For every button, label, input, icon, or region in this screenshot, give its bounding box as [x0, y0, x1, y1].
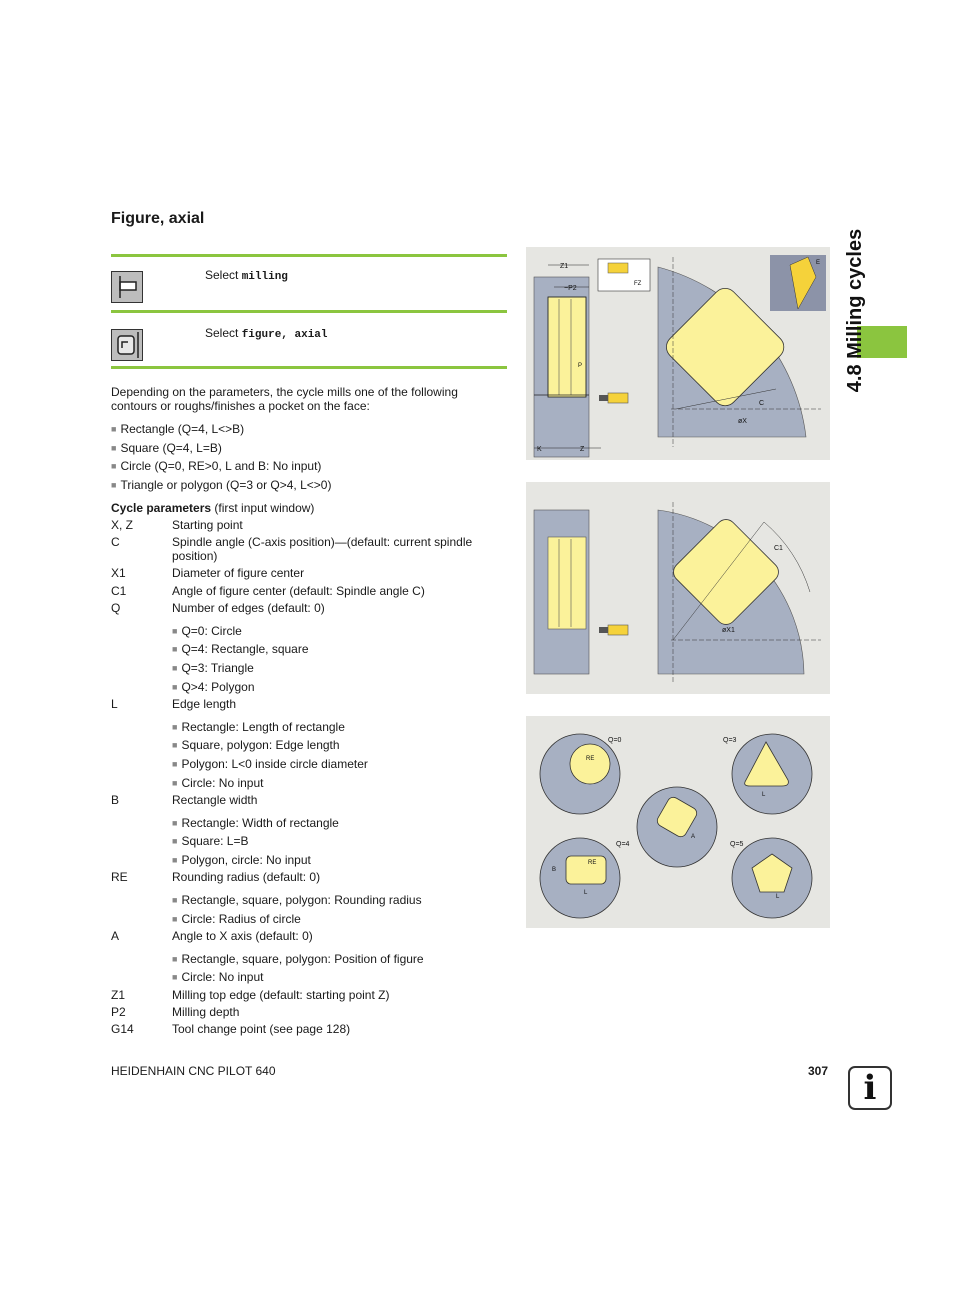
- label-z: Z: [580, 446, 585, 453]
- param-desc: Starting point: [172, 518, 243, 532]
- list-item: ■ Circle (Q=0, RE>0, L and B: No input): [111, 459, 321, 474]
- label-p: P: [578, 363, 583, 369]
- list-item: ■ Q=3: Triangle: [172, 661, 254, 676]
- label-c1: C1: [774, 545, 783, 552]
- list-item: ■ Rectangle: Width of rectangle: [172, 816, 339, 831]
- milling-softkey-icon[interactable]: [111, 271, 143, 303]
- label-re-circle: RE: [586, 756, 595, 762]
- list-item: ■ Rectangle: Length of rectangle: [172, 720, 345, 735]
- label-l-triangle: L: [762, 792, 766, 798]
- param-code: B: [111, 793, 120, 807]
- label-a: A: [691, 834, 696, 840]
- figure-axial-face-view: [526, 482, 830, 694]
- info-icon: i: [848, 1066, 892, 1110]
- param-code: P2: [111, 1005, 126, 1019]
- param-desc: Tool change point (see page 128): [172, 1022, 351, 1036]
- param-code: X, Z: [111, 518, 134, 532]
- label-q3: Q=3: [723, 737, 737, 744]
- param-desc: Number of edges (default: 0): [172, 601, 325, 615]
- param-desc: Milling top edge (default: starting point Z): [172, 988, 390, 1002]
- list-item: ■ Rectangle (Q=4, L<>B): [111, 422, 244, 437]
- param-desc: Rounding radius (default: 0): [172, 870, 321, 884]
- param-code: C1: [111, 584, 127, 598]
- label-q4: Q=4: [616, 841, 630, 848]
- list-item: ■ Triangle or polygon (Q=3 or Q>4, L<>0): [111, 478, 331, 493]
- param-code: L: [111, 697, 118, 711]
- page-number: 307: [808, 1064, 829, 1078]
- param-code: C: [111, 535, 120, 549]
- list-item: ■ Rectangle, square, polygon: Position of figure: [172, 952, 424, 967]
- param-desc: Edge length: [172, 697, 237, 711]
- label-x1: øX1: [722, 627, 735, 634]
- figure-axial-softkey-icon[interactable]: [111, 329, 143, 361]
- softkey-label-figure-axial: Select figure, axial: [205, 326, 328, 341]
- label-l-polygon: L: [776, 894, 780, 900]
- label-fz: FZ: [634, 281, 642, 287]
- param-desc: Angle to X axis (default: 0): [172, 929, 313, 943]
- cycle-params-heading: Cycle parameters (first input window): [111, 501, 315, 515]
- list-item: ■ Square: L=B: [172, 834, 249, 849]
- label-x: øX: [738, 418, 747, 425]
- list-item: ■ Q>4: Polygon: [172, 680, 255, 695]
- label-b: B: [552, 867, 557, 873]
- list-item: ■ Q=0: Circle: [172, 624, 242, 639]
- figure-axial-side-view: [526, 247, 830, 460]
- list-item: ■ Square, polygon: Edge length: [172, 738, 340, 753]
- label-c: C: [759, 400, 765, 407]
- param-code: Z1: [111, 988, 126, 1002]
- label-q5: Q=5: [730, 841, 744, 848]
- label-z1: Z1: [560, 263, 569, 270]
- param-desc: Angle of figure center (default: Spindle angle C): [172, 584, 425, 598]
- param-code: X1: [111, 566, 126, 580]
- section-title: Figure, axial: [111, 210, 205, 227]
- param-desc: Diameter of figure center: [172, 566, 305, 580]
- list-item: ■ Square (Q=4, L=B): [111, 441, 222, 456]
- param-code: Q: [111, 601, 121, 615]
- intro-paragraph: Depending on the parameters, the cycle mills one of the following contours or roughs/finishes a pocket on the face:: [111, 385, 458, 413]
- param-desc: Spindle angle (C-axis position)—(default: current spindle position): [172, 535, 473, 563]
- param-desc: Milling depth: [172, 1005, 240, 1019]
- divider: [111, 366, 507, 369]
- param-code: RE: [111, 870, 128, 884]
- list-item: ■ Circle: No input: [172, 970, 263, 985]
- list-item: ■ Circle: Radius of circle: [172, 912, 301, 927]
- figure-shape-variants: [526, 716, 830, 928]
- label-p2: −P2: [564, 285, 577, 292]
- list-item: ■ Polygon, circle: No input: [172, 853, 311, 868]
- label-e: E: [816, 260, 821, 266]
- label-re-rect: RE: [588, 860, 597, 866]
- list-item: ■ Q=4: Rectangle, square: [172, 642, 309, 657]
- softkey-label-milling: Select milling: [205, 268, 288, 283]
- param-desc: Rectangle width: [172, 793, 258, 807]
- chapter-tab: 4.8 Milling cycles: [844, 228, 867, 392]
- list-item: ■ Polygon: L<0 inside circle diameter: [172, 757, 368, 772]
- label-l-rect: L: [584, 890, 588, 896]
- divider: [111, 310, 507, 313]
- list-item: ■ Circle: No input: [172, 776, 263, 791]
- divider: [111, 254, 507, 257]
- footer-title: HEIDENHAIN CNC PILOT 640: [111, 1064, 276, 1078]
- param-code: A: [111, 929, 120, 943]
- param-code: G14: [111, 1022, 134, 1036]
- label-q0: Q=0: [608, 737, 622, 744]
- list-item: ■ Rectangle, square, polygon: Rounding radius: [172, 893, 422, 908]
- label-k: K: [537, 446, 542, 453]
